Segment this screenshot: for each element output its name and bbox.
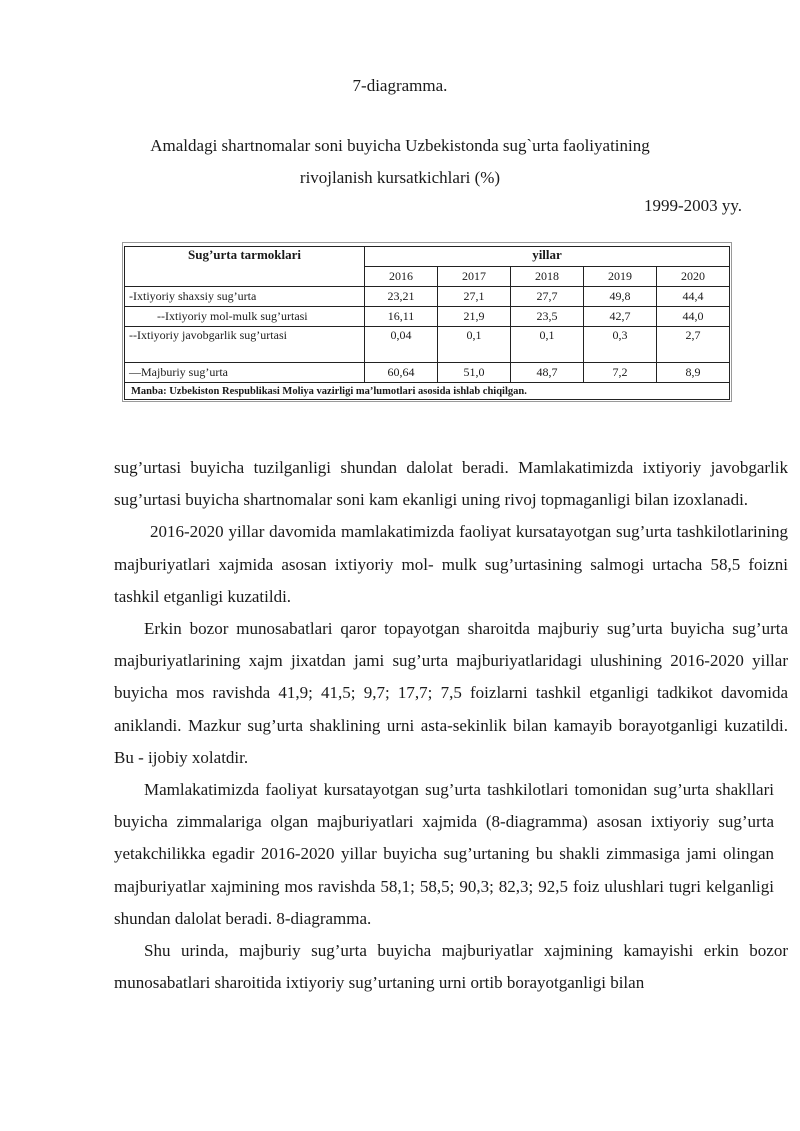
value-cell: 23,5 <box>511 307 584 327</box>
value-cell: 51,0 <box>438 363 511 383</box>
table-header-row <box>125 247 730 267</box>
value-cell: 23,21 <box>365 287 438 307</box>
value-cell: 49,8 <box>584 287 657 307</box>
value-cell: 0,1 <box>511 327 584 363</box>
row-label: —Majburiy sug’urta <box>125 363 365 383</box>
paragraph: sug’urtasi buyicha tuzilganligi shundan dalolat beradi. Mamlakatimizda ixtiyoriy javobgarlik sug’urtasi buyicha shartnomalar soni kam ekanligi uning rivoj topmaganligi bilan izoxlanadi. <box>114 458 788 510</box>
year-cell: 2018 <box>511 267 584 287</box>
value-cell: 8,9 <box>657 363 730 383</box>
table-source: Manba: Uzbekiston Respublikasi Moliya vazirligi ma’lumotlari asosida ishlab chiqilgan. <box>125 383 730 400</box>
row-label: --Ixtiyoriy mol-mulk sug’urtasi <box>125 307 365 327</box>
header-years: yillar <box>365 247 730 267</box>
value-cell: 44,0 <box>657 307 730 327</box>
table-row <box>125 327 730 363</box>
value-cell: 0,3 <box>584 327 657 363</box>
year-cell: 2017 <box>438 267 511 287</box>
paragraph: Erkin bozor munosabatlari qaror topayotgan sharoitda majburiy sug’urta buyicha sug’urta majburiyatlarining xajm jixatdan jami sug’urta majburiyatlaridagi ulushining 2016-2020 yillar buyicha mos ravishda 41,9; 41,5; 9,7; 17,7; 7,5 foizlarni tashkil etganligi tadkikot davomida aniklandi. Mazkur sug’urta shaklining urni asta-sekinlik bilan kamayib borayotganligi kuzatildi. Bu - ijobiy xolatdir. <box>114 619 788 767</box>
value-cell: 60,64 <box>365 363 438 383</box>
value-cell: 2,7 <box>657 327 730 363</box>
table-row <box>125 363 730 383</box>
row-label: --Ixtiyoriy javobgarlik sug’urtasi <box>125 327 365 363</box>
diagram-title <box>100 130 700 194</box>
period-label: 1999-2003 yy. <box>643 196 742 215</box>
insurance-table <box>124 246 730 400</box>
row-label: -Ixtiyoriy shaxsiy sug’urta <box>125 287 365 307</box>
paragraph: 2016-2020 yillar davomida mamlakatimizda faoliyat kursatayotgan sug’urta tashkilotlarining majburiyatlari xajmida asosan ixtiyoriy mol- mulk sug’urtasining salmogi urtacha 58,5 foizni tashkil etganligi kuzatildi. <box>114 522 788 606</box>
value-cell: 48,7 <box>511 363 584 383</box>
diagram-title-line1: Amaldagi shartnomalar soni buyicha Uzbekistonda sug`urta faoliyatining <box>150 136 650 155</box>
table-source-row <box>125 383 730 400</box>
table-row <box>125 307 730 327</box>
value-cell: 42,7 <box>584 307 657 327</box>
value-cell: 27,7 <box>511 287 584 307</box>
value-cell: 44,4 <box>657 287 730 307</box>
value-cell: 21,9 <box>438 307 511 327</box>
year-cell: 2019 <box>584 267 657 287</box>
value-cell: 0,1 <box>438 327 511 363</box>
paragraph: Shu urinda, majburiy sug’urta buyicha majburiyatlar xajmining kamayishi erkin bozor munosabatlari sharoitida ixtiyoriy sug’urtaning urni ortib borayotganligi bilan <box>114 941 788 993</box>
value-cell: 7,2 <box>584 363 657 383</box>
table-row <box>125 287 730 307</box>
value-cell: 0,04 <box>365 327 438 363</box>
year-cell: 2016 <box>365 267 438 287</box>
year-cell: 2020 <box>657 267 730 287</box>
header-sector: Sug’urta tarmoklari <box>125 247 365 287</box>
diagram-title-line2: rivojlanish kursatkichlari (%) <box>299 168 501 187</box>
paragraph: Mamlakatimizda faoliyat kursatayotgan sug’urta tashkilotlari tomonidan sug’urta shakllari buyicha zimmalariga olgan majburiyatlari xajmida (8-diagramma) asosan ixtiyoriy sug’urta yetakchilikka egadir 2016-2020 yillar buyicha sug’urtaning bu shakli zimmasiga jami olingan majburiyatlar xajmining mos ravishda 58,1; 58,5; 90,3; 82,3; 92,5 foiz ulushlari tugri kelganligi shundan dalolat beradi. 8-diagramma. <box>114 780 774 928</box>
value-cell: 16,11 <box>365 307 438 327</box>
value-cell: 27,1 <box>438 287 511 307</box>
body-text <box>114 452 788 999</box>
insurance-table-frame <box>122 242 732 402</box>
diagram-number: 7-diagramma. <box>352 76 448 95</box>
